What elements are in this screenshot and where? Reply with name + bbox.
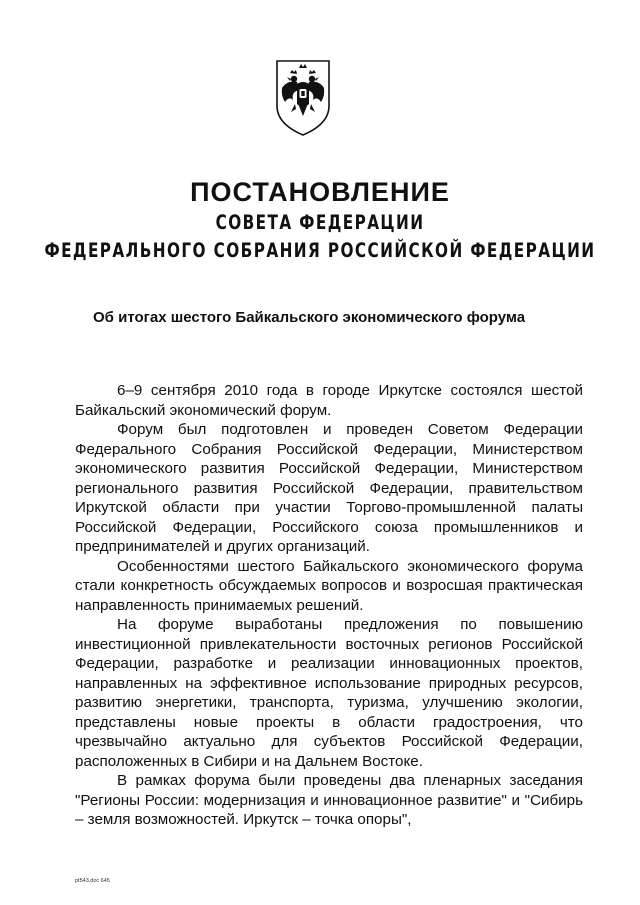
paragraph: Особенностями шестого Байкальского экономического форума стали конкретность обсуждаемых вопросов и возросшая практическая направленность принимаемых решений. [75,557,583,614]
document-title: ПОСТАНОВЛЕНИЕ [190,177,450,207]
coat-of-arms-emblem [273,58,333,138]
paragraph: На форуме выработаны предложения по повышению инвестиционной привлекательности восточных регионов Российской Федерации, разработке и реализации инновационных проектов, направленных на эффективное использование природных ресурсов, развитию энергетики, транспорта, туризма, улучшению экологии, представлены новые проекты в области градостроения, что чрезвычайно актуально для субъектов Российской Федерации, расположенных в Сибири и на Дальнем Востоке. [75,616,583,770]
paragraph: В рамках форума были проведены два пленарных заседания "Регионы России: модернизация и инновационное развитие" и "Сибирь – земля возможностей. Иркутск – точка опоры", [75,772,583,828]
paragraph: 6–9 сентября 2010 года в городе Иркутске состоялся шестой Байкальский экономический форум. [75,382,583,419]
document-body [75,381,583,830]
double-headed-eagle-icon [273,58,333,138]
footer-file-reference: pt543.doc 645 [75,878,110,884]
issuer-line-2: ФЕДЕРАЛЬНОГО СОБРАНИЯ РОССИЙСКОЙ ФЕДЕРАЦИИ [44,239,596,263]
document-subject: Об итогах шестого Байкальского экономического форума [93,309,526,326]
issuer-line-1: СОВЕТА ФЕДЕРАЦИИ [215,211,425,235]
paragraph: Форум был подготовлен и проведен Советом Федерации Федерального Собрания Российской Федерации, Министерством экономического развития Российской Федерации, Министерством регионального развития Российской Федерации, правительством Иркутской области при участии Торгово-промышленной палаты Российской Федерации, Российского союза промышленников и предпринимателей и других организаций. [75,421,583,555]
